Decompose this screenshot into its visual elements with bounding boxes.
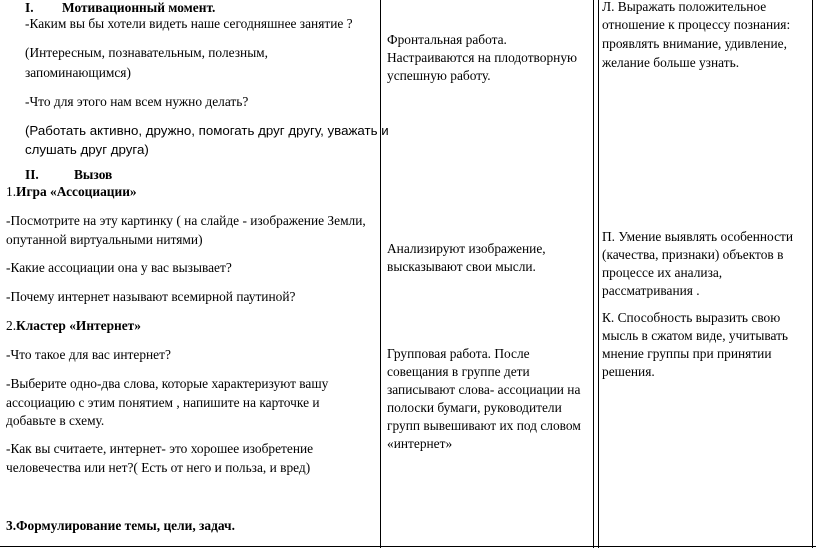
outcome-communicative-line-2: мысль в сжатом виде, учитывать xyxy=(602,328,789,343)
student-block-3-line-6: «интернет» xyxy=(387,436,453,451)
answer-2-line-2: слушать друг друга) xyxy=(25,142,149,157)
student-block-3-line-1: Групповая работа. После xyxy=(387,346,530,361)
prompt-2: -Какие ассоциации она у вас вызывает? xyxy=(6,260,232,275)
column-divider-2-double xyxy=(598,0,599,548)
outcome-communicative-line-4: решения. xyxy=(602,364,655,379)
prompt-4: -Что такое для вас интернет? xyxy=(6,347,171,362)
student-block-1-line-2: Настраиваются на плодотворную xyxy=(387,50,578,65)
prompt-5-line-3: добавьте в схему. xyxy=(6,413,105,428)
outcome-personal-line-1: Л. Выражать положительное xyxy=(602,0,767,14)
section-1-title: Мотивационный момент. xyxy=(62,0,216,15)
game-number: 1. xyxy=(6,184,17,199)
question-2: -Что для этого нам всем нужно делать? xyxy=(25,94,249,109)
game-heading xyxy=(6,183,137,201)
answer-1-line-1: (Интересным, познавательным, полезным, xyxy=(25,45,269,60)
outcome-cognitive-line-2: (качества, признаки) объектов в xyxy=(602,247,784,262)
prompt-6-line-2: человечества или нет?( Есть от него и польза, и вред) xyxy=(6,460,311,475)
column-divider-2 xyxy=(593,0,594,548)
outcome-communicative-line-3: мнение группы при принятии xyxy=(602,346,772,361)
outcome-cognitive-line-3: процессе их анализа, xyxy=(602,265,723,280)
prompt-1-line-1: -Посмотрите на эту картинку ( на слайде - изображение Земли, xyxy=(6,213,366,228)
student-block-3-line-5: групп вывешивают их под словом xyxy=(387,418,581,433)
prompt-5-line-2: ассоциацию с этим понятием , напишите на карточке и xyxy=(6,395,320,410)
answer-1-line-2: запоминающимся) xyxy=(25,65,131,80)
section-2-number: II. xyxy=(25,167,39,182)
section-1-number: I. xyxy=(25,0,34,15)
column-divider-right xyxy=(812,0,813,548)
student-block-3-line-2: совещания в группе дети xyxy=(387,364,530,379)
cluster-number: 2. xyxy=(6,318,17,333)
prompt-1-line-2: опутанной виртуальными нитями) xyxy=(6,232,203,247)
section-3-heading: 3.Формулирование темы, цели, задач. xyxy=(6,518,235,533)
outcome-personal-line-3: проявлять внимание, удивление, xyxy=(602,36,787,51)
outcome-personal-line-2: отношение к процессу познания: xyxy=(602,17,791,32)
cluster-title: Кластер «Интернет» xyxy=(16,318,141,333)
student-block-3-line-4: полоски бумаги, руководители xyxy=(387,400,562,415)
student-block-2-line-2: высказывают свои мысли. xyxy=(387,259,536,274)
prompt-6-line-1: -Как вы считаете, интернет- это хорошее изобретение xyxy=(6,441,314,456)
outcome-communicative-line-1: К. Способность выразить свою xyxy=(602,310,781,325)
answer-2-line-1: (Работать активно, дружно, помогать друг другу, уважать и xyxy=(25,123,389,138)
outcome-cognitive-line-4: рассматривания . xyxy=(602,283,700,298)
prompt-3: -Почему интернет называют всемирной паутиной? xyxy=(6,289,296,304)
student-block-3-line-3: записывают слова- ассоциации на xyxy=(387,382,581,397)
outcome-personal-line-4: желание больше узнать. xyxy=(602,55,740,70)
cluster-heading xyxy=(6,317,141,335)
student-block-1-line-3: успешную работу. xyxy=(387,68,491,83)
student-block-1-line-1: Фронтальная работа. xyxy=(387,32,507,47)
outcome-cognitive-line-1: П. Умение выявлять особенности xyxy=(602,229,794,244)
question-1: -Каким вы бы хотели видеть наше сегодняшнее занятие ? xyxy=(25,16,353,31)
section-2-title: Вызов xyxy=(74,167,113,182)
game-title: Игра «Ассоциации» xyxy=(16,184,137,199)
student-block-2-line-1: Анализируют изображение, xyxy=(387,241,546,256)
table-bottom-border xyxy=(0,546,816,547)
prompt-5-line-1: -Выберите одно-два слова, которые характеризуют вашу xyxy=(6,376,329,391)
column-divider-1 xyxy=(380,0,381,548)
